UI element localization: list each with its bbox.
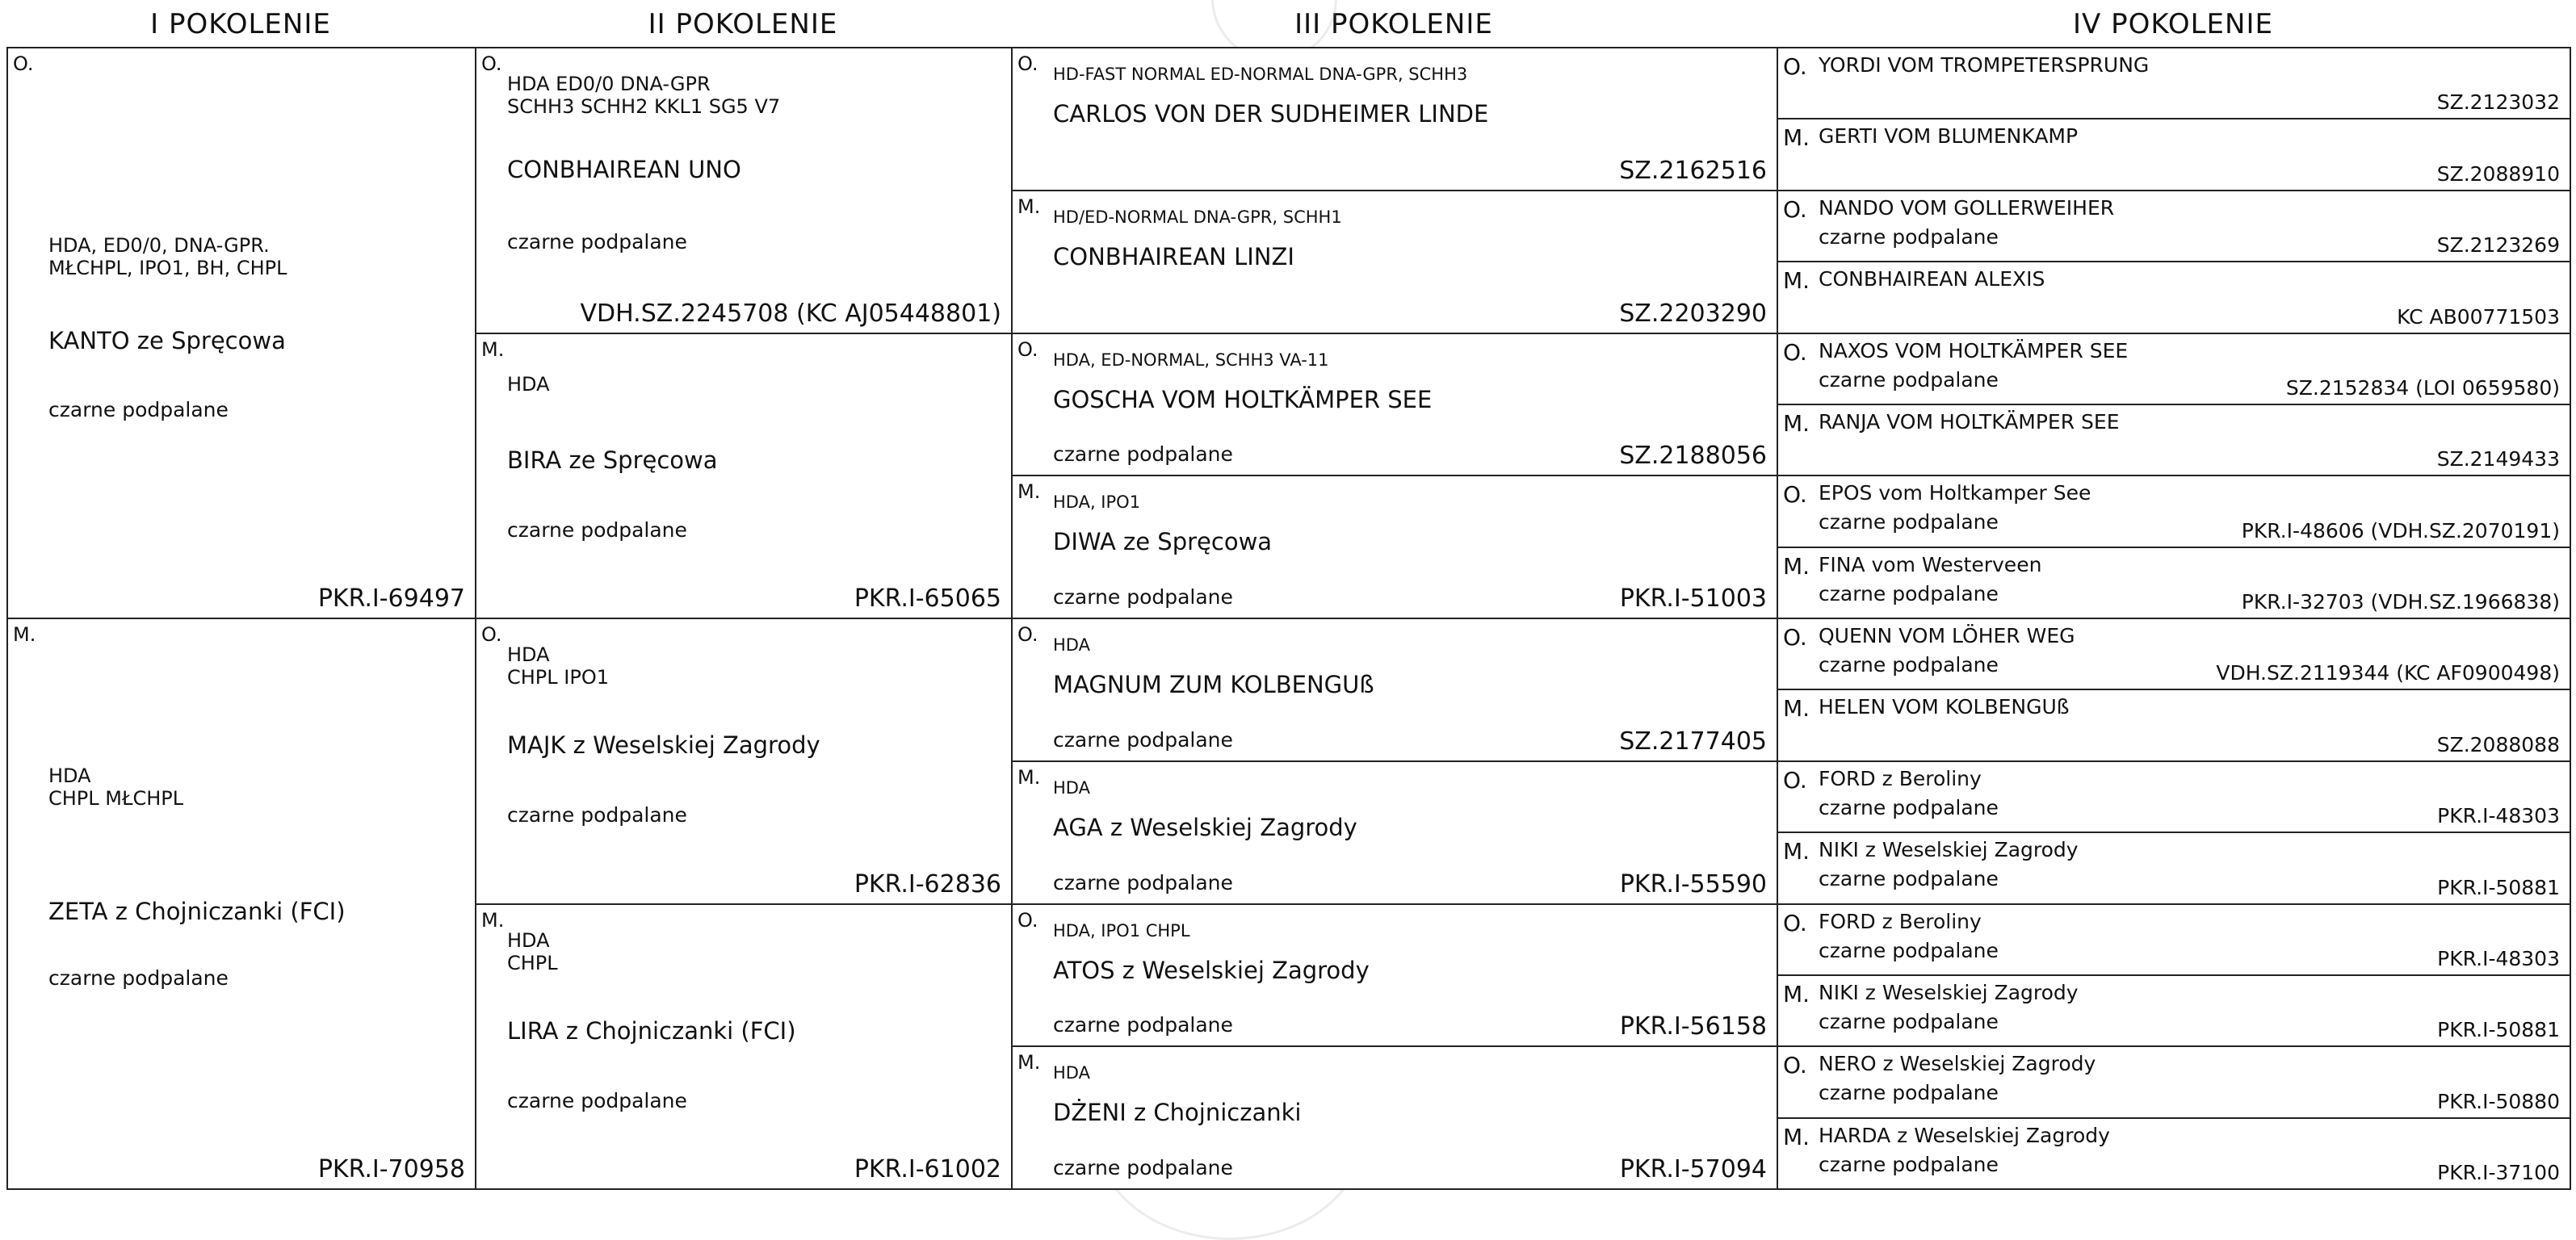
registration-number: KC AB00771503 <box>2397 304 2560 329</box>
registration-number: VDH.SZ.2245708 (KC AJ05448801) <box>580 299 1001 328</box>
coat-color: czarne podpalane <box>1819 581 1999 605</box>
coat-color: czarne podpalane <box>1819 1009 1999 1033</box>
coat-color: czarne podpalane <box>1053 870 1233 894</box>
parent-label: M. <box>1783 409 1810 437</box>
header-gen-3: III POKOLENIE <box>1294 8 1493 40</box>
gen4-cell <box>1777 974 2571 1047</box>
registration-number: PKR.I-70958 <box>317 1155 465 1183</box>
registration-number: SZ.2123269 <box>2436 233 2560 258</box>
registration-number: SZ.2123032 <box>2436 90 2560 115</box>
gen3-cell <box>1011 618 1778 762</box>
registration-number: SZ.2152834 (LOI 0659580) <box>2285 375 2560 400</box>
parent-label: M. <box>1783 1123 1810 1150</box>
coat-color: czarne podpalane <box>1819 938 1999 962</box>
gen3-cell <box>1011 903 1778 1048</box>
gen2-cell <box>475 618 1013 905</box>
gen4-cell <box>1777 547 2571 619</box>
dog-name: MAGNUM ZUM KOLBENGUß <box>1053 671 1374 698</box>
coat-color: czarne podpalane <box>1053 727 1233 752</box>
parent-label: O. <box>1017 337 1038 361</box>
health-titles: HDA <box>1053 777 1090 798</box>
dog-name: NIKI z Weselskiej Zagrody <box>1819 838 2079 862</box>
parent-label: O. <box>481 52 502 75</box>
dog-name: NERO z Weselskiej Zagrody <box>1819 1052 2096 1076</box>
gen4-cell <box>1777 903 2571 976</box>
registration-number: SZ.2149433 <box>2436 447 2560 471</box>
gen4-cell <box>1777 475 2571 547</box>
health-titles: HDA, ED-NORMAL, SCHH3 VA-11 <box>1053 350 1329 370</box>
dog-name: CARLOS VON DER SUDHEIMER LINDE <box>1053 100 1489 128</box>
gen4-cell <box>1777 1045 2571 1118</box>
registration-number: PKR.I-62836 <box>854 869 1001 899</box>
parent-label: M. <box>1783 695 1810 723</box>
dog-name: CONBHAIREAN ALEXIS <box>1819 267 2045 291</box>
dog-name: HELEN VOM KOLBENGUß <box>1819 695 2070 719</box>
parent-label: M. <box>1783 552 1810 580</box>
registration-number: PKR.I-61002 <box>854 1155 1001 1183</box>
coat-color: czarne podpalane <box>1819 653 1999 677</box>
coat-color: czarne podpalane <box>507 803 687 827</box>
parent-label: O. <box>1783 338 1807 366</box>
gen3-cell <box>1011 475 1778 619</box>
parent-label: M. <box>1017 1051 1041 1075</box>
coat-color: czarne podpalane <box>1819 1081 1999 1105</box>
dog-name: ATOS z Weselskiej Zagrody <box>1053 956 1370 984</box>
registration-number: PKR.I-48606 (VDH.SZ.2070191) <box>2241 518 2560 542</box>
gen3-cell <box>1011 47 1778 191</box>
gen4-cell <box>1777 832 2571 904</box>
health-titles: HD/ED-NORMAL DNA-GPR, SCHH1 <box>1053 207 1342 227</box>
parent-label: O. <box>1783 195 1807 223</box>
dog-name: DŻENI z Chojniczanki <box>1053 1099 1302 1127</box>
registration-number: VDH.SZ.2119344 (KC AF0900498) <box>2216 661 2560 685</box>
dog-name: NAXOS VOM HOLTKÄMPER SEE <box>1819 338 2129 362</box>
dog-name: KANTO ze Spręcowa <box>48 327 286 354</box>
coat-color: czarne podpalane <box>1819 795 1999 819</box>
registration-number: SZ.2177405 <box>1619 727 1767 756</box>
registration-number: PKR.I-57094 <box>1619 1155 1767 1183</box>
dog-name: AGA z Weselskiej Zagrody <box>1053 813 1357 841</box>
registration-number: SZ.2088088 <box>2436 732 2560 756</box>
dog-name: BIRA ze Spręcowa <box>507 446 718 474</box>
parent-label: O. <box>1783 53 1807 80</box>
gen4-cell <box>1777 404 2571 476</box>
coat-color: czarne podpalane <box>48 966 229 990</box>
parent-label: O. <box>1783 1052 1807 1079</box>
parent-label: O. <box>1783 766 1807 794</box>
parent-label: M. <box>481 337 505 361</box>
registration-number: PKR.I-69497 <box>317 584 465 613</box>
parent-label: O. <box>1783 624 1807 651</box>
gen2-cell <box>475 47 1013 334</box>
dog-name: EPOS vom Holtkamper See <box>1819 481 2091 505</box>
parent-label: M. <box>1017 195 1041 218</box>
health-titles: HDA, IPO1 <box>1053 492 1141 513</box>
dog-name: NIKI z Weselskiej Zagrody <box>1819 980 2079 1004</box>
registration-number: PKR.I-37100 <box>2437 1161 2560 1184</box>
parent-label: M. <box>1783 838 1810 865</box>
registration-number: PKR.I-50881 <box>2437 1018 2560 1042</box>
registration-number: SZ.2188056 <box>1619 442 1767 471</box>
registration-number: PKR.I-32703 (VDH.SZ.1966838) <box>2241 590 2560 614</box>
coat-color: czarne podpalane <box>48 398 229 421</box>
registration-number: PKR.I-50880 <box>2437 1089 2560 1113</box>
coat-color: czarne podpalane <box>1819 510 1999 534</box>
parent-label: M. <box>481 908 505 932</box>
gen2-cell <box>475 903 1013 1191</box>
parent-label: O. <box>13 52 34 75</box>
gen4-cell <box>1777 760 2571 833</box>
registration-number: PKR.I-48303 <box>2437 946 2560 970</box>
gen4-cell <box>1777 47 2571 119</box>
dog-name: NANDO VOM GOLLERWEIHER <box>1819 195 2115 220</box>
gen4-cell <box>1777 261 2571 333</box>
gen3-cell <box>1011 760 1778 905</box>
dog-name: GOSCHA VOM HOLTKÄMPER SEE <box>1053 385 1433 413</box>
parent-label: M. <box>1783 980 1810 1008</box>
registration-number: SZ.2162516 <box>1619 156 1767 185</box>
dog-name: MAJK z Weselskiej Zagrody <box>507 731 820 759</box>
coat-color: czarne podpalane <box>1819 367 1999 392</box>
coat-color: czarne podpalane <box>1053 585 1233 609</box>
health-titles: HDA CHPL MŁCHPL <box>48 765 184 810</box>
registration-number: PKR.I-50881 <box>2437 875 2560 899</box>
health-titles: HDA, ED0/0, DNA-GPR. MŁCHPL, IPO1, BH, CHPL <box>48 234 287 279</box>
dog-name: RANJA VOM HOLTKÄMPER SEE <box>1819 409 2120 434</box>
gen4-cell <box>1777 1117 2571 1190</box>
gen3-cell <box>1011 190 1778 334</box>
pedigree-grid <box>6 47 2570 1188</box>
parent-label: O. <box>1017 908 1038 932</box>
health-titles: HDA, IPO1 CHPL <box>1053 920 1190 940</box>
dog-name: FINA vom Westerveen <box>1819 552 2042 576</box>
header-gen-1: I POKOLENIE <box>150 8 331 40</box>
coat-color: czarne podpalane <box>507 517 687 542</box>
gen4-cell <box>1777 689 2571 761</box>
dog-name: DIWA ze Spręcowa <box>1053 528 1273 556</box>
registration-number: PKR.I-55590 <box>1619 869 1767 899</box>
header-gen-4: IV POKOLENIE <box>2073 8 2273 40</box>
header-gen-2: II POKOLENIE <box>648 8 838 40</box>
coat-color: czarne podpalane <box>1053 1013 1233 1037</box>
coat-color: czarne podpalane <box>1819 1152 1999 1176</box>
dog-name: ZETA z Chojniczanki (FCI) <box>48 898 346 925</box>
coat-color: czarne podpalane <box>1819 867 1999 891</box>
parent-label: M. <box>1017 765 1041 789</box>
parent-label: M. <box>13 623 36 646</box>
registration-number: PKR.I-56158 <box>1619 1012 1767 1041</box>
dog-name: CONBHAIREAN LINZI <box>1053 242 1294 270</box>
gen4-cell <box>1777 618 2571 690</box>
gen1-cell <box>6 618 476 1190</box>
health-titles: HDA <box>1053 635 1090 655</box>
dog-name: CONBHAIREAN UNO <box>507 156 741 183</box>
health-titles: HDA CHPL IPO1 <box>507 643 609 689</box>
gen3-cell <box>1011 333 1778 477</box>
health-titles: HDA ED0/0 DNA-GPR SCHH3 SCHH2 KKL1 SG5 V7 <box>507 73 781 118</box>
coat-color: czarne podpalane <box>507 230 687 253</box>
coat-color: czarne podpalane <box>1053 1156 1233 1179</box>
gen3-cell <box>1011 1045 1778 1190</box>
gen1-cell <box>6 47 476 619</box>
registration-number: SZ.2088910 <box>2436 161 2560 186</box>
gen2-cell <box>475 333 1013 620</box>
dog-name: YORDI VOM TROMPETERSPRUNG <box>1819 53 2150 77</box>
parent-label: O. <box>1017 623 1038 646</box>
gen4-cell <box>1777 118 2571 191</box>
health-titles: HDA CHPL <box>507 928 558 974</box>
registration-number: PKR.I-51003 <box>1619 584 1767 613</box>
dog-name: QUENN VOM LÖHER WEG <box>1819 624 2075 647</box>
coat-color: czarne podpalane <box>1819 224 1999 249</box>
dog-name: GERTI VOM BLUMENKAMP <box>1819 124 2079 149</box>
parent-label: M. <box>1783 267 1810 295</box>
dog-name: HARDA z Weselskiej Zagrody <box>1819 1123 2110 1147</box>
dog-name: LIRA z Chojniczanki (FCI) <box>507 1016 796 1045</box>
health-titles: HD-FAST NORMAL ED-NORMAL DNA-GPR, SCHH3 <box>1053 65 1468 84</box>
gen4-cell <box>1777 333 2571 405</box>
gen4-cell <box>1777 190 2571 262</box>
dog-name: FORD z Beroliny <box>1819 909 1982 933</box>
registration-number: SZ.2203290 <box>1619 299 1767 328</box>
parent-label: M. <box>1783 124 1810 152</box>
parent-label: O. <box>1783 909 1807 936</box>
health-titles: HDA <box>1053 1063 1090 1083</box>
parent-label: O. <box>1017 52 1038 75</box>
dog-name: FORD z Beroliny <box>1819 766 1982 790</box>
coat-color: czarne podpalane <box>507 1088 687 1112</box>
coat-color: czarne podpalane <box>1053 442 1233 467</box>
registration-number: PKR.I-48303 <box>2437 804 2560 828</box>
health-titles: HDA <box>507 372 550 396</box>
parent-label: M. <box>1017 480 1041 504</box>
registration-number: PKR.I-65065 <box>854 584 1001 613</box>
parent-label: O. <box>1783 481 1807 509</box>
parent-label: O. <box>481 623 502 646</box>
